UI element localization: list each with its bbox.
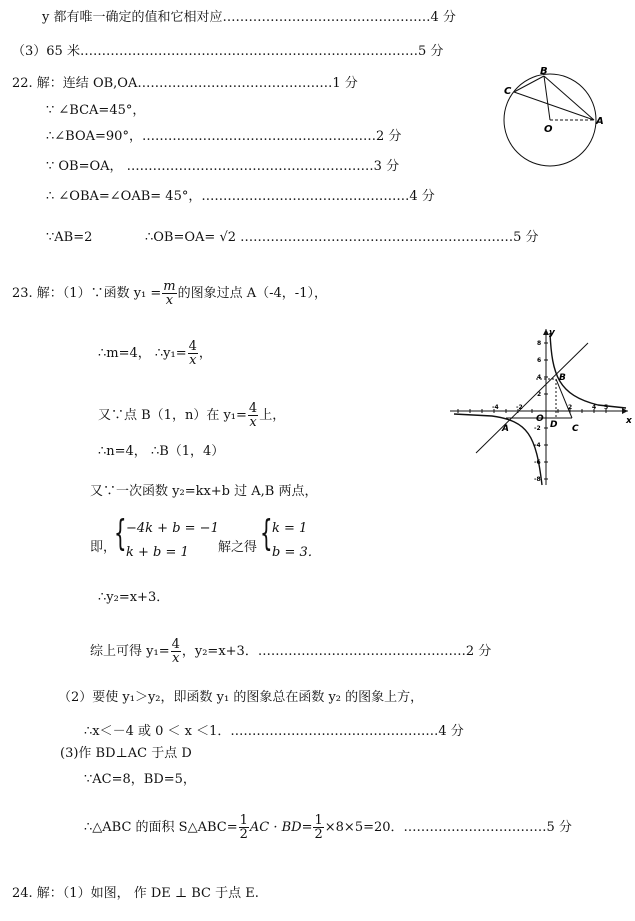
q22-step-3: ∵ OB=OA， …………………………………………………3 分	[46, 159, 400, 174]
function-graph	[448, 325, 633, 490]
q22-step-2: ∴∠BOA=90°，………………………………………………2 分	[46, 129, 402, 144]
q23-part-3c-c: ×8×5=20．……………………………5 分	[324, 820, 572, 835]
fraction-m-over-x: $\frac{m}{x}$	[163, 279, 176, 308]
q23-step-1	[98, 340, 212, 367]
tick-y-4: 4	[537, 374, 542, 381]
tick-x-2: 2	[568, 404, 573, 411]
tick-x-4: 4	[592, 404, 597, 411]
tick-y-neg2: -2	[534, 425, 541, 432]
q23-step-7a: 综上可得 y₁=	[90, 644, 170, 659]
label-c: C	[504, 86, 512, 97]
text-line-2: （3）65 米……………………………………………………………………5 分	[12, 44, 444, 59]
tick-y-neg4: -4	[534, 442, 541, 449]
brace-2: {	[260, 513, 273, 554]
q22-step-4: ∴ ∠OBA=∠OAB= 45°，…………………………………………4 分	[46, 189, 435, 204]
fraction-4-over-x-2: $\frac{4}{x}$	[248, 401, 258, 430]
q23-step-6: ∴y₂=x+3．	[98, 590, 170, 605]
q23-step-2b: 上，	[259, 408, 286, 423]
tick-y-neg6: -6	[534, 459, 541, 466]
q22-step-5a: ∵AB=2	[46, 230, 93, 245]
q23-step-5b: 解之得	[218, 540, 258, 555]
q23-step-2	[98, 402, 285, 429]
q23-step-1b: ，	[198, 346, 212, 361]
q23-step-1a: ∴m=4， ∴y₁=	[98, 346, 187, 361]
q23-step-5a: 即，	[90, 540, 117, 555]
system1-row-1: −4k + b = −1	[126, 521, 219, 536]
label-a: A	[502, 424, 509, 434]
q24-heading: 24. 解：（1）如图， 作 DE ⊥ BC 于点 E.	[12, 886, 259, 901]
q23-part-3c-a: ∴△ABC 的面积 S△ABC=	[84, 820, 238, 835]
text-line-1: y 都有唯一确定的值和它相对应…………………………………………4 分	[42, 10, 456, 25]
tick-x-neg4: -4	[492, 404, 499, 411]
segment-ca	[514, 92, 594, 120]
segment-cb	[514, 76, 544, 92]
q23-heading-a: 23. 解：（1）∵函数 y₁ =	[12, 286, 162, 301]
tick-y-neg8: -8	[534, 476, 541, 483]
fraction-4-over-x: $\frac{4}{x}$	[188, 339, 197, 368]
q22-heading: 22. 解：连结 OB,OA………………………………………1 分	[12, 76, 358, 91]
fraction-half: $\frac{1}{2}$	[239, 813, 248, 842]
segment-ba	[544, 76, 594, 120]
q23-step-3: ∴n=4， ∴B（1，4）	[98, 444, 225, 459]
q23-part-3c	[84, 814, 572, 841]
segment-bo	[544, 76, 550, 120]
label-c: C	[572, 424, 579, 434]
q23-part-3: (3)作 BD⊥AC 于点 D	[60, 746, 192, 761]
fraction-4-over-x-3: $\frac{4}{x}$	[171, 637, 180, 666]
q23-part-3b: ∵AC=8，BD=5，	[84, 772, 196, 787]
q22-step-1: ∵ ∠BCA=45°，	[46, 103, 146, 118]
label-o: O	[536, 414, 544, 424]
x-axis-arrow	[622, 408, 628, 414]
label-y: y	[549, 328, 555, 338]
tick-y-6: 6	[537, 357, 542, 364]
q23-part-2b: ∴x＜－4 或 0 ＜ x ＜1．…………………………………………4 分	[84, 724, 464, 739]
hyperbola-branch-2	[454, 414, 542, 485]
q23-heading	[12, 280, 327, 307]
q23-step-4: 又∵一次函数 y₂=kx+b 过 A,B 两点，	[90, 484, 318, 499]
tick-x-neg2: -2	[516, 404, 523, 411]
tick-x-5: 5	[604, 404, 609, 411]
q23-heading-b: 的图象过点 A（-4，-1），	[177, 286, 327, 301]
q23-part-2: （2）要使 y₁＞y₂，即函数 y₁ 的图象总在函数 y₂ 的图象上方，	[58, 690, 424, 705]
q23-step-7	[90, 638, 491, 665]
tick-y-8: 8	[537, 340, 542, 347]
system1-row-2: k + b = 1	[126, 545, 189, 560]
label-b: B	[540, 66, 548, 77]
label-x: x	[626, 416, 632, 426]
hyperbola-branch-1	[550, 333, 626, 408]
fraction-half-2: $\frac{1}{2}$	[314, 813, 323, 842]
line-y2	[476, 343, 588, 453]
q23-step-2a: 又∵点 B（1，n）在 y₁=	[98, 408, 247, 423]
label-o: O	[544, 124, 553, 135]
label-b: B	[559, 373, 566, 383]
tick-y-2: 2	[537, 391, 542, 398]
circle-figure	[498, 62, 608, 172]
brace-1: {	[114, 513, 127, 554]
system2-row-2: b = 3．	[272, 545, 321, 560]
q23-step-7b: ，y₂=x+3．…………………………………………2 分	[181, 644, 492, 659]
q22-step-5b: ∴OB=OA= √2 ………………………………………………………5 分	[145, 230, 539, 245]
q23-part-3c-b: AC · BD=	[249, 820, 313, 835]
label-d: D	[550, 420, 558, 430]
system2-row-1: k = 1	[272, 521, 308, 536]
label-a: A	[596, 116, 604, 127]
